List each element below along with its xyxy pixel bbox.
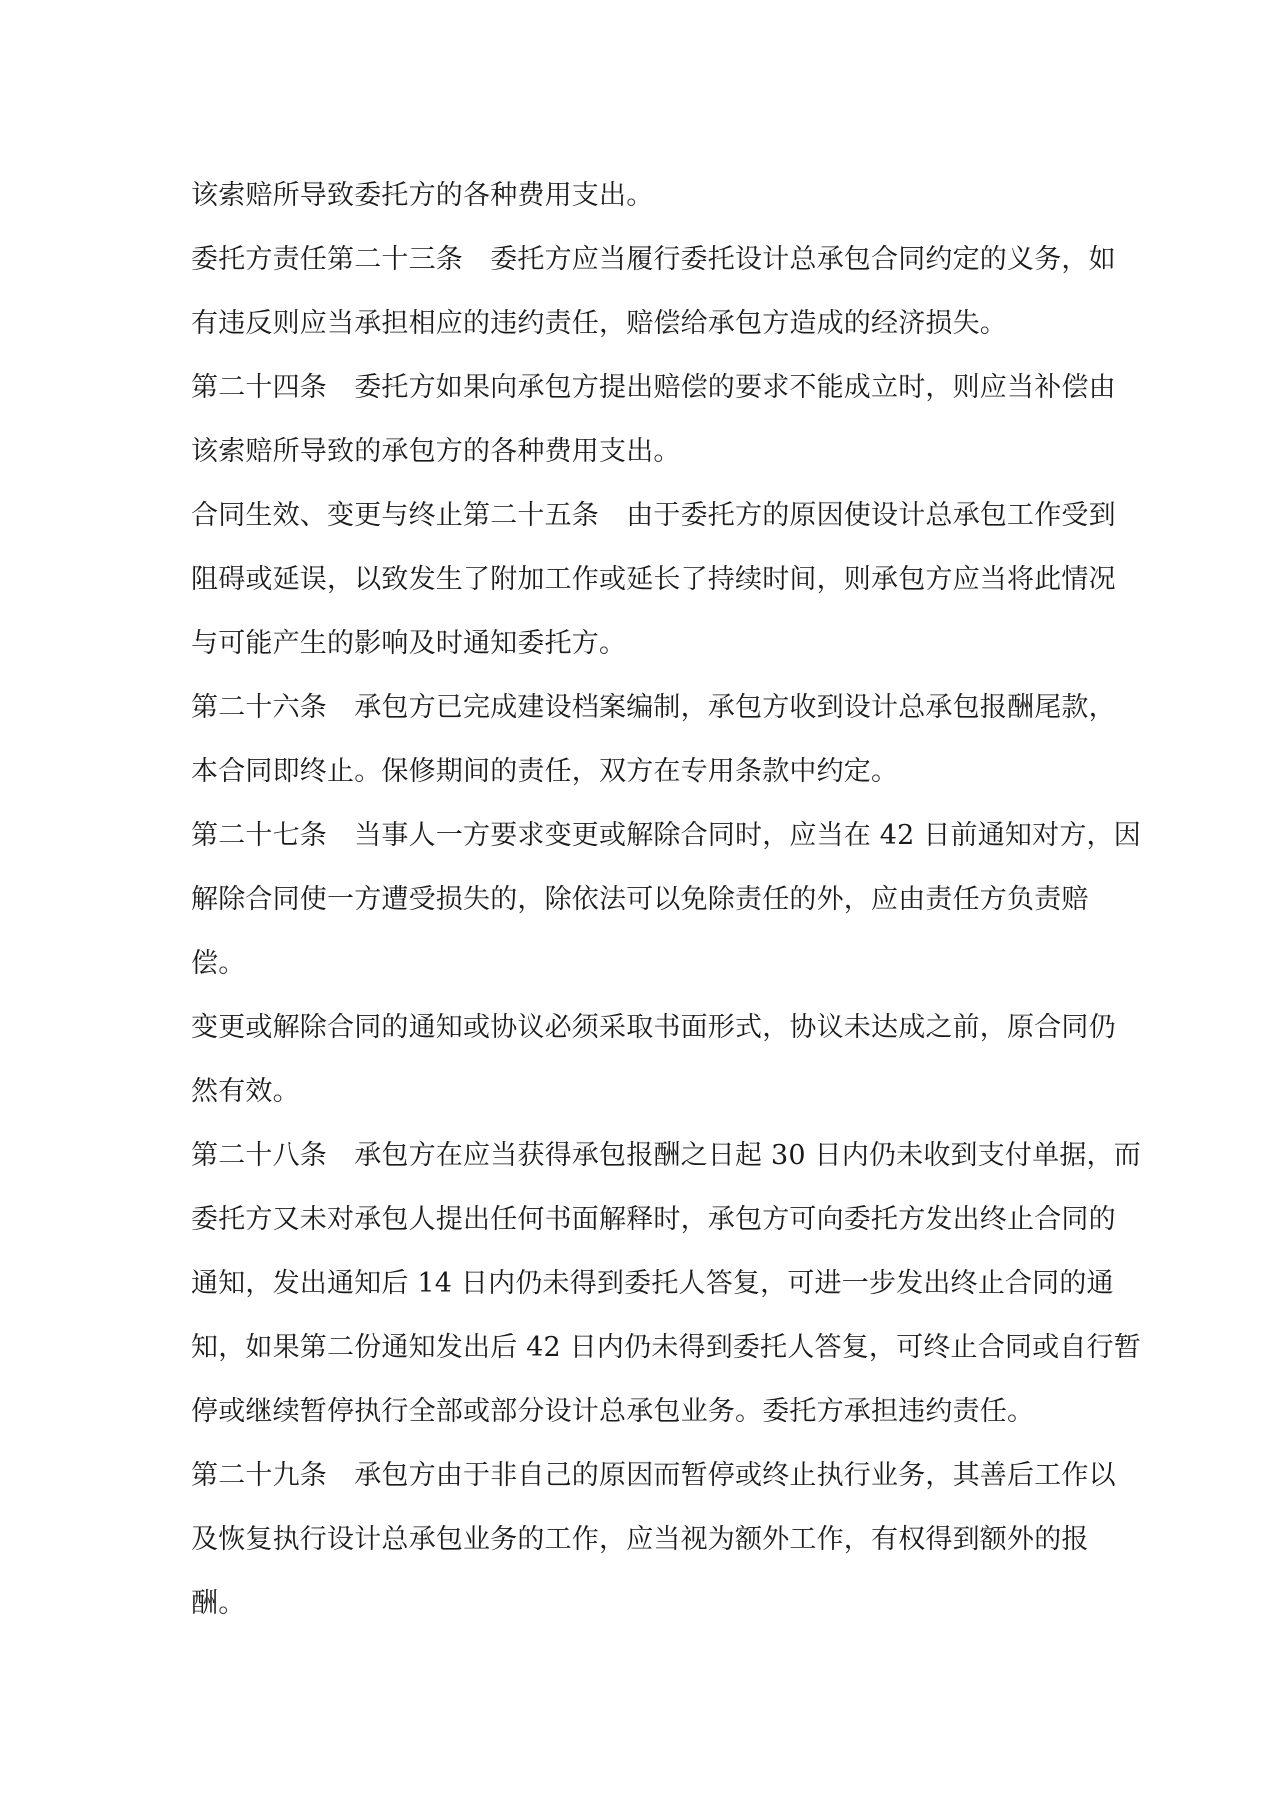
- text-line: 及恢复执行设计总承包业务的工作，应当视为额外工作，有权得到额外的报: [191, 1524, 1089, 1555]
- text-line: 然有效。: [191, 1076, 300, 1107]
- text-line: 通知，发出通知后 14 日内仍未得到委托人答复，可进一步发出终止合同的通: [191, 1268, 1114, 1299]
- text-line: 合同生效、变更与终止第二十五条 由于委托方的原因使设计总承包工作受到: [191, 500, 1116, 531]
- text-line: 第二十九条 承包方由于非自己的原因而暂停或终止执行业务，其善后工作以: [191, 1460, 1116, 1491]
- document-body: [191, 164, 1141, 1636]
- text-line: 该索赔所导致的承包方的各种费用支出。: [191, 436, 681, 467]
- text-line: 委托方责任第二十三条 委托方应当履行委托设计总承包合同约定的义务，如: [191, 244, 1116, 275]
- text-line: 第二十六条 承包方已完成建设档案编制，承包方收到设计总承包报酬尾款，: [191, 692, 1116, 723]
- text-line: 第二十八条 承包方在应当获得承包报酬之日起 30 日内仍未收到支付单据，而: [191, 1140, 1141, 1171]
- text-line: 酬。: [191, 1588, 246, 1619]
- text-line: 第二十七条 当事人一方要求变更或解除合同时，应当在 42 日前通知对方，因: [191, 820, 1141, 851]
- text-line: 知，如果第二份通知发出后 42 日内仍未得到委托人答复，可终止合同或自行暂: [191, 1332, 1141, 1363]
- text-line: 该索赔所导致委托方的各种费用支出。: [191, 180, 654, 211]
- text-line: 第二十四条 委托方如果向承包方提出赔偿的要求不能成立时，则应当补偿由: [191, 372, 1116, 403]
- text-line: 偿。: [191, 948, 246, 979]
- text-line: 阻碍或延误，以致发生了附加工作或延长了持续时间，则承包方应当将此情况: [191, 564, 1116, 595]
- text-line: 委托方又未对承包人提出任何书面解释时，承包方可向委托方发出终止合同的: [191, 1204, 1116, 1235]
- text-line: 解除合同使一方遭受损失的，除依法可以免除责任的外，应由责任方负责赔: [191, 884, 1089, 915]
- text-line: 本合同即终止。保修期间的责任，双方在专用条款中约定。: [191, 756, 899, 787]
- text-line: 与可能产生的影响及时通知委托方。: [191, 628, 627, 659]
- text-line: 有违反则应当承担相应的违约责任，赔偿给承包方造成的经济损失。: [191, 308, 1007, 339]
- text-line: 停或继续暂停执行全部或部分设计总承包业务。委托方承担违约责任。: [191, 1396, 1035, 1427]
- text-line: 变更或解除合同的通知或协议必须采取书面形式，协议未达成之前，原合同仍: [191, 1012, 1116, 1043]
